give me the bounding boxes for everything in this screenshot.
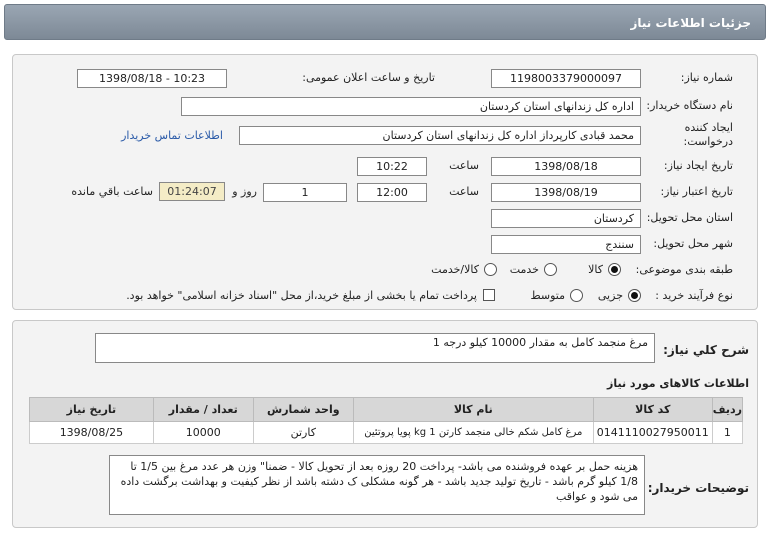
col-unit: واحد شمارش — [253, 398, 353, 422]
valid-date-label: تاریخ اعتبار نیاز: — [660, 185, 733, 198]
need-info-panel — [12, 54, 758, 310]
cell-quantity: 10000 — [153, 422, 253, 444]
buyer-notes-label: توضیحات خریدار: — [647, 481, 749, 495]
create-date-field: 1398/08/18 — [491, 157, 641, 176]
buyer-contact-link[interactable]: اطلاعات تماس خریدار — [121, 129, 223, 142]
treasury-payment-text: پرداخت تمام یا بخشی از مبلغ خرید،از محل "اسناد خزانه اسلامی" خواهد بود. — [126, 289, 477, 302]
process-minor-label: جزیی — [597, 289, 623, 302]
summary-field: مرغ منجمد کامل به مقدار 10000 کیلو درجه 1 — [95, 333, 655, 363]
valid-time-field: 12:00 — [357, 183, 427, 202]
valid-time-label: ساعت — [449, 185, 479, 198]
col-item-name: نام کالا — [353, 398, 593, 422]
cell-need-date: 1398/08/25 — [30, 422, 154, 444]
announce-datetime-field: 1398/08/18 - 10:23 — [77, 69, 227, 88]
items-table — [29, 397, 743, 444]
col-quantity: تعداد / مقدار — [153, 398, 253, 422]
creator-label-line1: ایجاد کننده — [684, 121, 733, 134]
need-number-field: 1198003379000097 — [491, 69, 641, 88]
category-label: طبقه بندی موضوعی: — [635, 263, 733, 276]
province-label: استان محل تحویل: — [646, 211, 733, 224]
category-service-label: خدمت — [509, 263, 539, 276]
valid-date-field: 1398/08/19 — [491, 183, 641, 202]
category-goods-service-label: کالا/خدمت — [431, 263, 479, 276]
province-field: کردستان — [491, 209, 641, 228]
process-medium-label: متوسط — [530, 289, 565, 302]
cell-unit: کارتن — [253, 422, 353, 444]
items-table-header — [30, 398, 743, 422]
create-time-field: 10:22 — [357, 157, 427, 176]
treasury-payment-checkbox[interactable] — [483, 289, 495, 301]
days-label: روز و — [232, 185, 257, 198]
items-section-title: اطلاعات کالاهای مورد نیاز — [607, 377, 749, 390]
announce-datetime-label: تاریخ و ساعت اعلان عمومی: — [302, 71, 435, 84]
process-minor-radio[interactable] — [628, 289, 641, 302]
buyer-notes-field: هزینه حمل بر عهده فروشنده می باشد- پرداخت 20 روزه بعد از تحویل کالا - ضمنا" وزن هر عدد مرغ بین 1/5 تا 1/8 کیلو گرم باشد - تاریخ تولید جدید باشد - هر گونه مشکلی ک دشته باشد از نظر کیفیت و بهداشت برگشت داده می شود و عواقب — [109, 455, 645, 515]
category-goods-service-radio[interactable] — [484, 263, 497, 276]
creator-field: محمد قبادی کارپرداز اداره کل زندانهای استان کردستان — [239, 126, 641, 145]
remaining-time-field: 01:24:07 — [159, 182, 225, 201]
create-date-label: تاریخ ایجاد نیاز: — [663, 159, 733, 172]
category-goods-label: کالا — [588, 263, 603, 276]
category-goods-radio[interactable] — [608, 263, 621, 276]
need-number-label: شماره نیاز: — [680, 71, 733, 84]
items-panel — [12, 320, 758, 528]
buyer-org-label: نام دستگاه خریدار: — [646, 99, 733, 112]
remaining-time-label: ساعت باقي مانده — [71, 185, 153, 198]
page-header — [4, 4, 766, 40]
process-medium-radio[interactable] — [570, 289, 583, 302]
days-field: 1 — [263, 183, 347, 202]
table-row — [30, 422, 743, 444]
cell-item-code: 0141110027950011 — [593, 422, 712, 444]
col-need-date: تاریخ نیاز — [30, 398, 154, 422]
page-title: جزئيات اطلاعات نياز — [630, 16, 751, 30]
cell-item-name: مرغ کامل شکم خالی منجمد کارتن 1 kg پویا پروتئین — [353, 422, 593, 444]
city-field: سنندج — [491, 235, 641, 254]
category-service-radio[interactable] — [544, 263, 557, 276]
col-row: ردیف — [712, 398, 742, 422]
cell-row: 1 — [712, 422, 742, 444]
summary-label: شرح کلي نياز: — [663, 343, 749, 357]
buyer-org-field: اداره کل زندانهای استان کردستان — [181, 97, 641, 116]
process-type-label: نوع فرآیند خرید : — [655, 289, 733, 302]
city-label: شهر محل تحویل: — [653, 237, 733, 250]
create-time-label: ساعت — [449, 159, 479, 172]
col-item-code: کد کالا — [593, 398, 712, 422]
creator-label-line2: درخواست: — [683, 135, 733, 148]
